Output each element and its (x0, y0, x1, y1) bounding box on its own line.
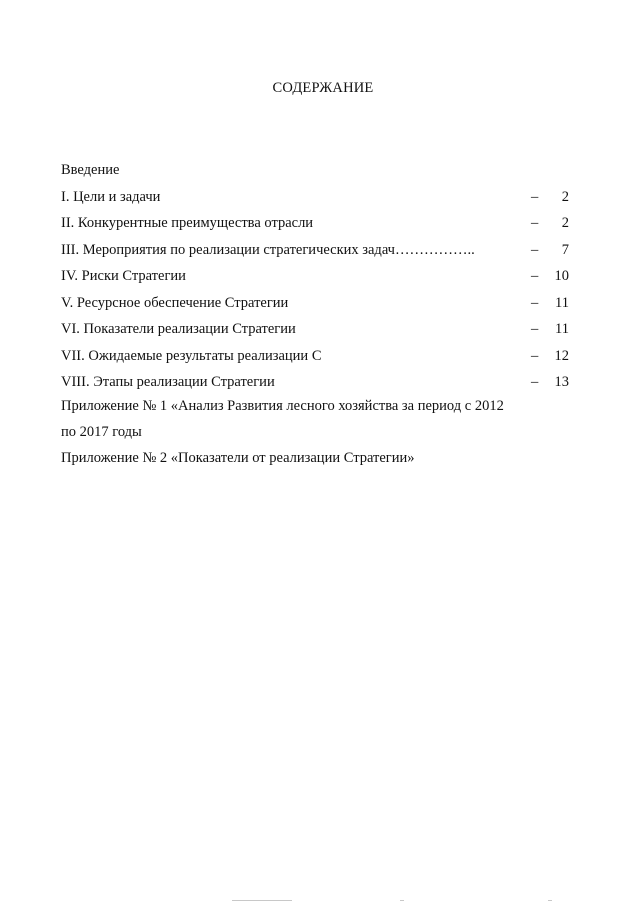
toc-row (61, 157, 581, 184)
scan-artifact-line (232, 900, 292, 901)
toc-dash: – (531, 294, 539, 311)
toc-page-number: 11 (555, 294, 569, 311)
toc-label: V. Ресурсное обеспечение Стратегии (61, 294, 289, 311)
appendix-1-line-1: Приложение № 1 «Анализ Развития лесного хозяйства за период с 2012 (61, 398, 504, 414)
toc-label: III. Мероприятия по реализации стратегических задач…………….. (61, 241, 475, 258)
page-title: СОДЕРЖАНИЕ (272, 80, 374, 96)
toc-dash: – (531, 374, 539, 390)
toc-page-number: 12 (554, 347, 569, 364)
toc-page-number: 11 (555, 321, 569, 337)
toc-dash: – (531, 268, 539, 284)
toc-row (61, 184, 581, 211)
toc-page-number: 13 (554, 374, 569, 390)
table-of-contents (61, 157, 581, 396)
toc-row (61, 263, 581, 290)
toc-label: II. Конкурентные преимущества отрасли (61, 215, 314, 231)
toc-page-number: 10 (554, 268, 569, 284)
toc-dash: – (531, 215, 539, 231)
toc-dash: – (531, 188, 539, 205)
toc-row (61, 343, 581, 370)
toc-label: VI. Показатели реализации Стратегии (61, 321, 296, 337)
toc-page-number: 2 (561, 215, 569, 231)
toc-row (61, 369, 581, 396)
toc-dash: – (531, 321, 539, 337)
toc-row (61, 316, 581, 343)
toc-label: VIII. Этапы реализации Стратегии (61, 374, 275, 390)
appendix-2: Приложение № 2 «Показатели от реализации Стратегии» (61, 450, 415, 466)
toc-dash: – (531, 241, 539, 258)
toc-row (61, 290, 581, 317)
toc-row (61, 210, 581, 237)
appendix-1-line-2: по 2017 годы (61, 424, 142, 440)
scan-artifact-dot (400, 900, 404, 901)
toc-label: IV. Риски Стратегии (61, 268, 186, 284)
toc-page-number: 7 (561, 241, 569, 258)
toc-label: Введение (61, 162, 120, 178)
toc-label: I. Цели и задачи (61, 188, 161, 205)
toc-page-number: 2 (561, 188, 569, 205)
toc-dash: – (531, 347, 539, 364)
toc-label: VII. Ожидаемые результаты реализации С (61, 347, 322, 364)
scan-artifact-dot (548, 900, 552, 901)
toc-row (61, 237, 581, 264)
scan-artifacts (0, 895, 640, 901)
